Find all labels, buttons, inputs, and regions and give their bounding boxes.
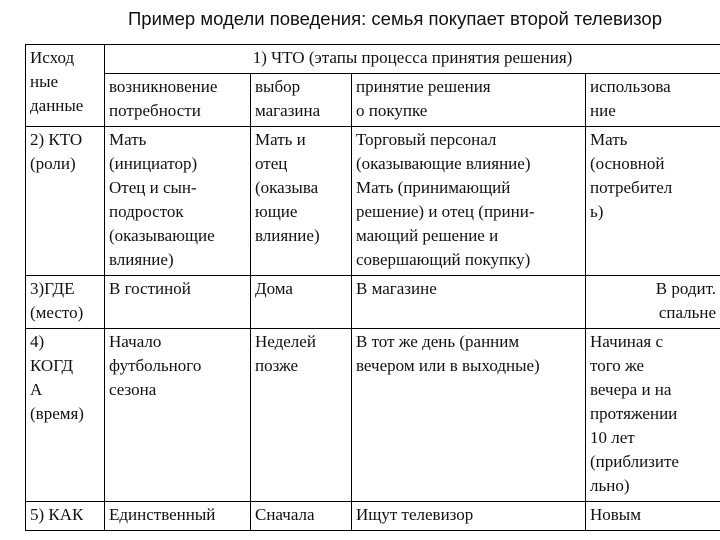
stage-header-cell [352, 74, 586, 127]
table-cell [251, 502, 352, 531]
row-label-when: 4) КОГД А (время) [30, 332, 84, 423]
cell-text: Мать (основной потребител ь) [590, 130, 673, 221]
table-cell [586, 127, 720, 276]
header-row [26, 45, 720, 74]
row-label-cell [26, 276, 105, 329]
behavior-model-table [25, 44, 720, 531]
row-label-cell [26, 502, 105, 531]
table-cell [105, 127, 251, 276]
corner-cell [26, 45, 105, 127]
table-cell [586, 276, 720, 329]
cell-text: Ищут телевизор [356, 505, 474, 524]
what-header-label: 1) ЧТО (этапы процесса принятия решения) [252, 48, 573, 67]
stage-header-cell [251, 74, 352, 127]
row-label-how: 5) КАК [30, 505, 84, 524]
table-cell [352, 502, 586, 531]
table-row-who [26, 127, 720, 276]
stages-row [26, 74, 720, 127]
table-cell [251, 127, 352, 276]
cell-text: Начиная с того же вечера и на протяжении 10 лет (приблизите льно) [590, 332, 679, 495]
cell-text: Сначала [255, 505, 315, 524]
cell-text: Мать и отец (оказыва ющие влияние) [255, 130, 320, 245]
cell-text: В родит. спальне [655, 279, 717, 322]
table-cell [352, 127, 586, 276]
cell-text: Дома [255, 279, 293, 298]
page-title: Пример модели поведения: семья покупает второй телевизор [128, 8, 663, 29]
row-label-cell [26, 329, 105, 502]
table-row-how [26, 502, 720, 531]
table-cell [105, 502, 251, 531]
table-cell [352, 329, 586, 502]
table-row-where [26, 276, 720, 329]
table-cell [251, 276, 352, 329]
stage-usage-label: использова ние [590, 77, 671, 120]
table-cell [105, 276, 251, 329]
stage-header-cell [586, 74, 720, 127]
table-cell [586, 502, 720, 531]
stage-store-label: выбор магазина [255, 77, 321, 120]
stage-need-label: возникновение потребности [109, 77, 218, 120]
table-cell [105, 329, 251, 502]
cell-text: Единственный [109, 505, 216, 524]
cell-text: В магазине [356, 279, 437, 298]
stage-header-cell [105, 74, 251, 127]
cell-text: В тот же день (ранним вечером или в выходные) [356, 332, 540, 375]
cell-text: Неделей позже [255, 332, 316, 375]
table-cell [586, 329, 720, 502]
stage-decision-label: принятие решения о покупке [356, 77, 491, 120]
table-row-when [26, 329, 720, 502]
row-label-where: 3)ГДЕ (место) [30, 279, 84, 322]
cell-text: Новым [590, 505, 641, 524]
cell-text: Торговый персонал (оказывающие влияние) Мать (принимающий решение) и отец (прини- мающий решение и совершающий покупку) [356, 130, 535, 269]
table-cell [251, 329, 352, 502]
corner-label: Исход ные данные [30, 48, 84, 115]
cell-text: В гостиной [109, 279, 191, 298]
row-label-cell [26, 127, 105, 276]
row-label-who: 2) КТО (роли) [30, 130, 83, 173]
cell-text: Мать (инициатор) Отец и сын- подросток (оказывающие влияние) [109, 130, 215, 269]
table-cell [352, 276, 586, 329]
what-header-cell [105, 45, 720, 74]
cell-text: Начало футбольного сезона [109, 332, 202, 399]
